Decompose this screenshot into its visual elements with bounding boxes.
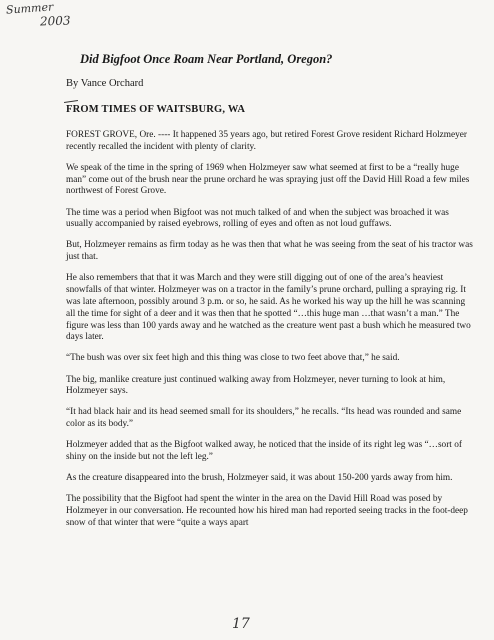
paragraph: We speak of the time in the spring of 1969 when Holzmeyer saw what seemed at first to be a “really huge man” come out of the brush near the prune orchard he was spraying just off the David Hill Road a few miles northwest of Forest Grove.: [66, 162, 470, 197]
paragraph: The time was a period when Bigfoot was not much talked of and when the subject was broached it was usually accompanied by raised eyebrows, rolling of eyes and often as not loud guffaws.: [66, 207, 449, 230]
handwritten-season-note: Summer: [5, 0, 54, 17]
article-byline: By Vance Orchard: [66, 78, 144, 89]
handwritten-page-number: 17: [232, 616, 250, 632]
paragraph: The big, manlike creature just continued walking away from Holzmeyer, never turning to look at him, Holzmeyer says.: [66, 374, 446, 397]
paragraph: FOREST GROVE, Ore. ---- It happened 35 years ago, but retired Forest Grove resident Richard Holzmeyer recently recalled the incident with plenty of clarity.: [66, 130, 468, 152]
handwritten-year-note: 2003: [39, 13, 71, 29]
paragraph: As the creature disappeared into the brush, Holzmeyer said, it was about 150-200 yards away from him.: [66, 473, 453, 484]
paragraph: But, Holzmeyer remains as firm today as he was then that what he was seeing from the seat of his tractor was just that.: [66, 240, 473, 263]
paragraph: Holzmeyer added that as the Bigfoot walked away, he noticed that the inside of its right leg was “…sort of shiny on the inside but not the left leg.”: [66, 440, 462, 463]
paragraph: “It had black hair and its head seemed small for its shoulders,” he recalls. “Its head was rounded and same color as its body.”: [66, 407, 462, 430]
article-source: FROM TIMES OF WAITSBURG, WA: [66, 104, 246, 115]
article-title: Did Bigfoot Once Roam Near Portland, Oregon?: [80, 52, 333, 66]
paragraph: “The bush was over six feet high and this thing was close to two feet above that,” he said.: [66, 353, 400, 364]
article-body: [66, 130, 476, 539]
paragraph: He also remembers that that it was March and they were still digging out of one of the area’s heaviest snowfalls of that winter. Holzmeyer was on a tractor in the family’s prune orchard, pulling a spraying rig. It was late afternoon, possibly around 3 p.m. or so, he said. As he worked his way up the hill he was scanning all the time for sight of a deer and it was then that he spotted “…this huge man …that wasn’t a man.” The figure was less than 100 yards away and he watched as the creature went past a bush which he measured two days later.: [66, 273, 471, 343]
paragraph: The possibility that the Bigfoot had spent the winter in the area on the David Hill Road was posed by Holzmeyer in our conversation. He recounted how his hired man had reported seeing tracks in the foot-deep snow of that winter that were “quite a ways apart: [66, 494, 468, 528]
